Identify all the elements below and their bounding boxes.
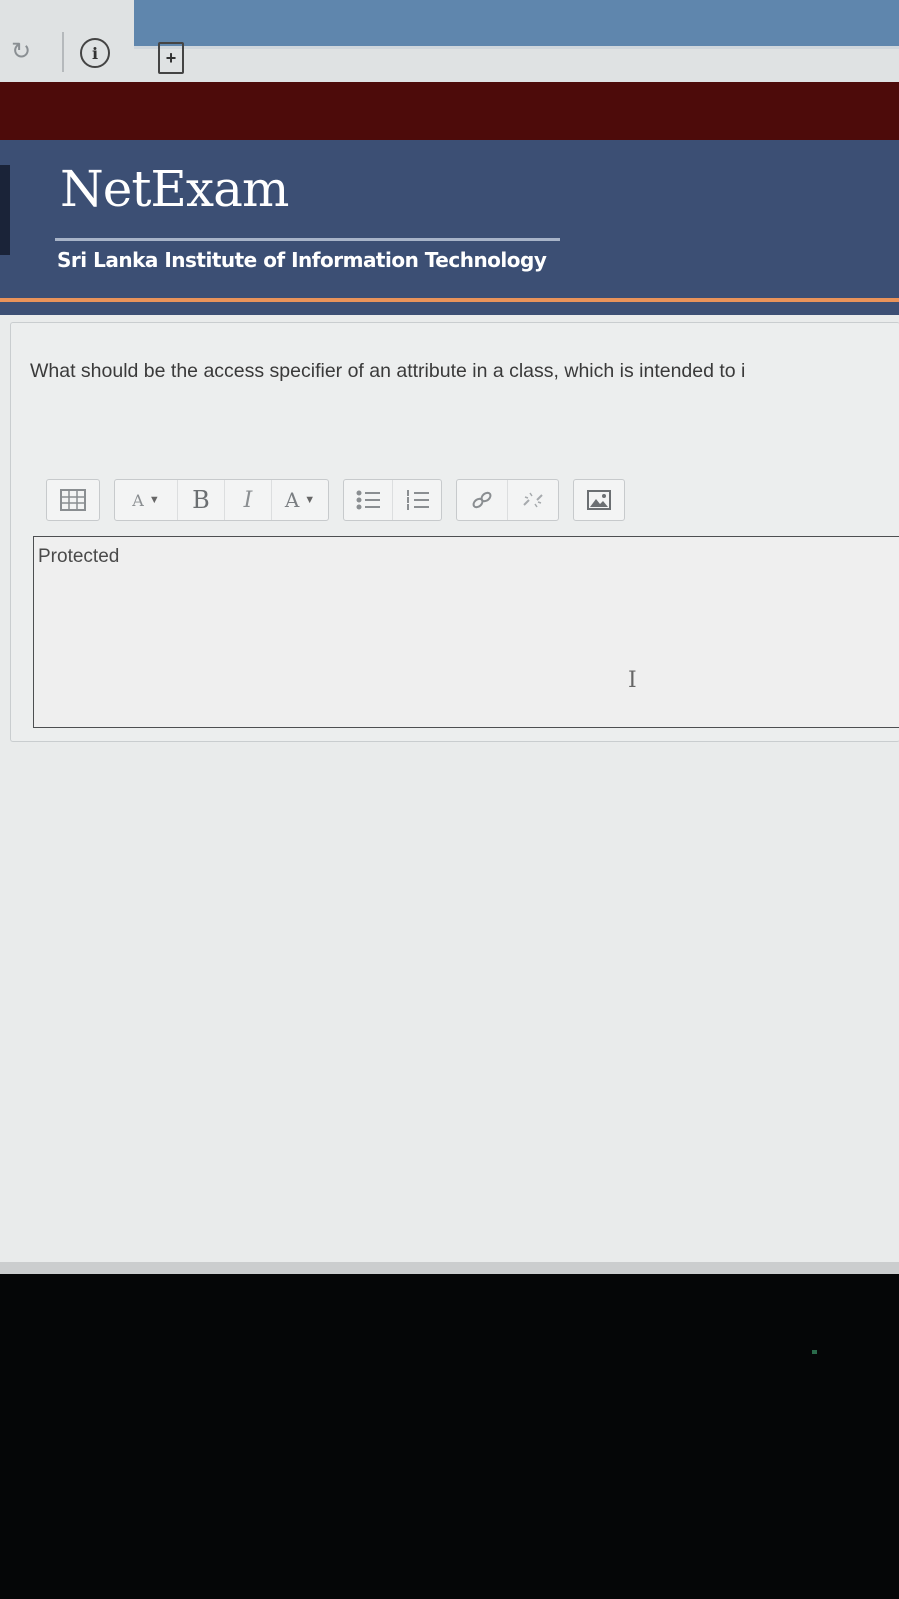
font-color-label: A: [284, 488, 300, 512]
unlink-icon: [520, 489, 546, 511]
image-button[interactable]: [574, 480, 624, 520]
toolbar-group-toggle: [46, 479, 100, 521]
bookmark-add-icon[interactable]: +: [158, 42, 184, 74]
reload-icon[interactable]: ↻: [10, 37, 32, 65]
bulleted-list-icon: [355, 489, 381, 511]
header-edge-emblem: [0, 165, 10, 255]
toolbar-group-media: [573, 479, 625, 521]
screen-edge: [0, 1262, 899, 1274]
address-bar[interactable]: [134, 0, 899, 49]
info-icon[interactable]: i: [80, 38, 110, 68]
text-cursor-icon: I: [628, 668, 637, 693]
toolbar-group-links: [456, 479, 559, 521]
monitor-bezel: [0, 1274, 899, 1599]
image-icon: [587, 490, 611, 510]
italic-button[interactable]: I: [225, 480, 272, 520]
unordered-list-button[interactable]: [344, 480, 393, 520]
ordered-list-button[interactable]: [393, 480, 441, 520]
toolbar-toggle-icon: [60, 489, 86, 511]
toolbar-separator: [62, 32, 64, 72]
chevron-down-icon: ▼: [148, 494, 160, 506]
chevron-down-icon: ▼: [304, 494, 316, 506]
site-logo[interactable]: NetExam: [60, 160, 289, 218]
institution-name: Sri Lanka Institute of Information Technology: [57, 248, 547, 272]
question-text: What should be the access specifier of an attribute in a class, which is intended to i: [30, 360, 746, 382]
link-icon: [469, 489, 495, 511]
answer-editor[interactable]: [33, 536, 899, 728]
toolbar-group-lists: [343, 479, 442, 521]
bold-button[interactable]: B: [178, 480, 225, 520]
numbered-list-icon: [404, 489, 430, 511]
unlink-button[interactable]: [508, 480, 558, 520]
paragraph-styles-button[interactable]: [115, 480, 178, 520]
logo-underline: [55, 238, 560, 241]
font-color-button[interactable]: [272, 480, 328, 520]
power-led-icon: [812, 1350, 817, 1354]
toolbar-group-text: [114, 479, 329, 521]
header-divider: [0, 298, 899, 302]
editor-toolbar: [46, 478, 639, 522]
link-button[interactable]: [457, 480, 508, 520]
answer-text[interactable]: Protected: [38, 546, 120, 567]
toolbar-toggle-button[interactable]: [47, 480, 99, 520]
paragraph-styles-label: A: [132, 490, 144, 510]
